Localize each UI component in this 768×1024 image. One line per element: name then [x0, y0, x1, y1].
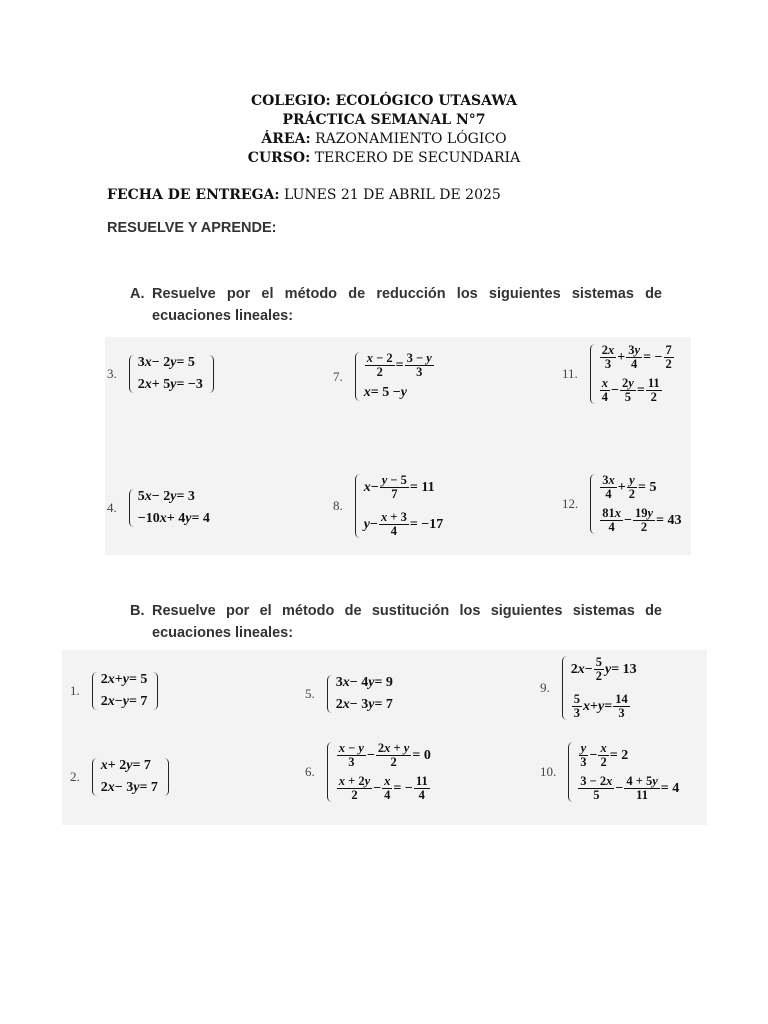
problem-2: 2. x + 2 y = 7 2 x − 3 y = 7	[70, 758, 169, 796]
problem-4: 4. 5 x − 2 y = 3 −10 x + 4 y = 4	[107, 489, 210, 526]
problem-12: 12. $\frac{3x}{4}$ + $\frac{y}{2}$ = 5 $\frac{81x}{4}$ − $\frac{19y}{2}$ = 43	[562, 473, 682, 534]
problem-3: 3. 3 x − 2 y = 5 2 x + 5 y = −3	[107, 355, 214, 393]
course-line: CURSO: TERCERO DE SECUNDARIA	[247, 150, 521, 166]
instruction-a: A. Resuelve por el método de reducción los siguientes sistemas de ecuaciones lineales:	[130, 286, 662, 324]
section-heading: RESUELVE Y APRENDE:	[107, 220, 277, 236]
due-date: FECHA DE ENTREGA: LUNES 21 DE ABRIL DE 2025	[107, 187, 501, 203]
problem-8: 8. x − $\frac{y - 5}{7}$ = 11 y − $\frac{x + 3}{4}$ = −17	[333, 473, 444, 538]
problem-9: 9. 2 x − $\frac{5}{2}$ y = 13 $\frac{5}{3}$ x + y = $\frac{14}{3}$	[540, 655, 637, 720]
problem-1: 1. 2 x + y = 5 2 x − y = 7	[70, 672, 158, 710]
problem-7: 7. $\frac{x - 2}{2}$ = $\frac{3 - y}{3}$ x = 5 − y	[333, 351, 432, 400]
problem-5: 5. 3 x − 4 y = 9 2 x − 3 y = 7	[305, 675, 393, 712]
practice-title: PRÁCTICA SEMANAL N°7	[282, 112, 486, 128]
problem-11: 11. $\frac{2x}{3}$ + $\frac{3y}{4}$ = − $\frac{7}{2}$ $\frac{x}{4}$ − $\frac{2y}{5}$ = $\frac{11}{2}$	[562, 343, 672, 404]
instruction-b: B. Resuelve por el método de sustitución los siguientes sistemas de ecuaciones lineales:	[130, 603, 662, 641]
problem-10: 10. $\frac{y}{3}$ − $\frac{x}{2}$ = 2 $\frac{3 - 2x}{5}$ − $\frac{4 + 5y}{11}$ = 4	[540, 741, 680, 802]
school-title: COLEGIO: ECOLÓGICO UTASAWA	[250, 93, 518, 109]
problem-6: 6. $\frac{x - y}{3}$ − $\frac{2x + y}{2}$ = 0 $\frac{x + 2y}{2}$ − $\frac{x}{4}$ = − $\frac{11}{4}$	[305, 741, 431, 802]
area-line: ÁREA: RAZONAMIENTO LÓGICO	[261, 131, 507, 147]
